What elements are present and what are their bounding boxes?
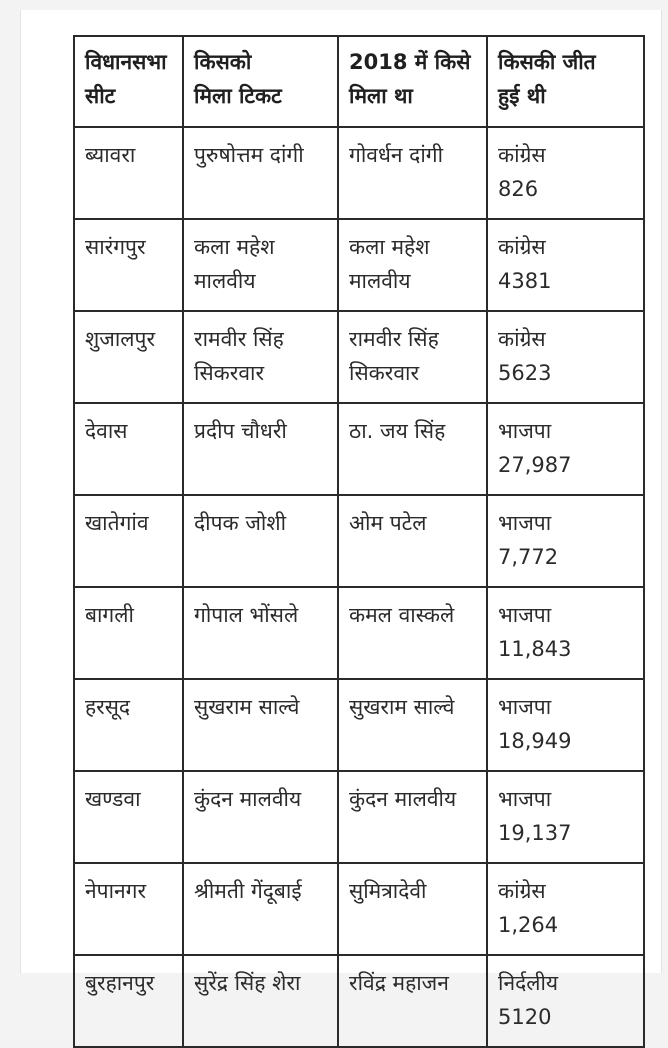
previous-candidate: सुखराम साल्वे — [349, 695, 455, 719]
result-cell — [487, 771, 644, 863]
seat-cell — [74, 863, 183, 955]
previous-candidate-cell — [338, 311, 487, 403]
table-row — [74, 403, 644, 495]
header-row — [74, 36, 644, 127]
seat-name: हरसूद — [85, 695, 131, 719]
ticket-cell — [183, 219, 338, 311]
win-margin: 19,137 — [498, 821, 572, 845]
ticket-cell — [183, 403, 338, 495]
ticket-cell — [183, 955, 338, 1047]
seat-name: देवास — [85, 419, 128, 443]
ticket-cell — [183, 311, 338, 403]
result-cell — [487, 495, 644, 587]
result-cell — [487, 403, 644, 495]
seat-cell — [74, 311, 183, 403]
previous-candidate-cell — [338, 219, 487, 311]
ticket-candidate: मालवीय — [194, 269, 256, 293]
winning-party: कांग्रेस — [498, 327, 546, 351]
previous-candidate: रामवीर सिंह — [349, 327, 439, 351]
win-margin: 5623 — [498, 361, 552, 385]
win-margin: 1,264 — [498, 913, 559, 937]
seat-name: बुरहानपुर — [85, 971, 155, 995]
winning-party: भाजपा — [498, 787, 552, 811]
winning-party: निर्दलीय — [498, 971, 559, 995]
result-cell — [487, 311, 644, 403]
ticket-candidate: सुरेंद्र सिंह शेरा — [194, 971, 301, 995]
previous-candidate-cell — [338, 679, 487, 771]
seat-cell — [74, 587, 183, 679]
ticket-candidate: कुंदन मालवीय — [194, 787, 302, 811]
previous-candidate-cell — [338, 587, 487, 679]
article-card — [20, 10, 662, 1029]
previous-candidate: ठा. जय सिंह — [349, 419, 446, 443]
seat-cell — [74, 679, 183, 771]
seat-name: नेपानगर — [85, 879, 147, 903]
ticket-cell — [183, 127, 338, 219]
ticket-candidate: कला महेश — [194, 235, 275, 259]
header-previous-candidate: 2018 में किसे मिला था — [338, 36, 487, 127]
winning-party: कांग्रेस — [498, 235, 546, 259]
result-cell — [487, 679, 644, 771]
win-margin: 7,772 — [498, 545, 559, 569]
seat-name: खण्डवा — [85, 787, 141, 811]
winning-party: भाजपा — [498, 695, 552, 719]
win-margin: 5120 — [498, 1005, 552, 1029]
election-results-table — [73, 35, 645, 1048]
previous-candidate-cell — [338, 863, 487, 955]
result-cell — [487, 863, 644, 955]
previous-candidate-cell — [338, 771, 487, 863]
ticket-cell — [183, 495, 338, 587]
ticket-cell — [183, 863, 338, 955]
table-row — [74, 955, 644, 1047]
result-cell — [487, 219, 644, 311]
previous-candidate: कुंदन मालवीय — [349, 787, 457, 811]
win-margin: 27,987 — [498, 453, 572, 477]
win-margin: 4381 — [498, 269, 552, 293]
table-row — [74, 771, 644, 863]
header-seat: विधानसभा सीट — [74, 36, 183, 127]
seat-name: सारंगपुर — [85, 235, 146, 259]
seat-name: बागली — [85, 603, 134, 627]
ticket-cell — [183, 587, 338, 679]
previous-candidate: कमल वास्कले — [349, 603, 455, 627]
previous-candidate-cell — [338, 955, 487, 1047]
previous-candidate-cell — [338, 403, 487, 495]
ticket-candidate: सिकरवार — [194, 361, 265, 385]
result-cell — [487, 127, 644, 219]
ticket-candidate: रामवीर सिंह — [194, 327, 284, 351]
ticket-candidate: सुखराम साल्वे — [194, 695, 300, 719]
previous-candidate: गोवर्धन दांगी — [349, 143, 444, 167]
result-cell — [487, 955, 644, 1047]
ticket-candidate: प्रदीप चौधरी — [194, 419, 287, 443]
previous-candidate-cell — [338, 127, 487, 219]
table-row — [74, 863, 644, 955]
ticket-candidate: पुरुषोत्तम दांगी — [194, 143, 304, 167]
table-row — [74, 219, 644, 311]
previous-candidate: सुमित्रादेवी — [349, 879, 427, 903]
seat-cell — [74, 127, 183, 219]
winning-party: कांग्रेस — [498, 879, 546, 903]
seat-cell — [74, 219, 183, 311]
previous-candidate: ओम पटेल — [349, 511, 427, 535]
win-margin: 826 — [498, 177, 539, 201]
table-row — [74, 127, 644, 219]
seat-cell — [74, 955, 183, 1047]
header-winner: किसकी जीत हुई थी — [487, 36, 644, 127]
winning-party: भाजपा — [498, 511, 552, 535]
seat-name: ब्यावरा — [85, 143, 136, 167]
ticket-candidate: श्रीमती गेंदूबाई — [194, 879, 302, 903]
table-row — [74, 495, 644, 587]
seat-name: शुजालपुर — [85, 327, 156, 351]
table-row — [74, 311, 644, 403]
result-cell — [487, 587, 644, 679]
ticket-candidate: दीपक जोशी — [194, 511, 287, 535]
win-margin: 11,843 — [498, 637, 572, 661]
table-row — [74, 679, 644, 771]
winning-party: भाजपा — [498, 419, 552, 443]
previous-candidate: मालवीय — [349, 269, 411, 293]
winning-party: कांग्रेस — [498, 143, 546, 167]
seat-name: खातेगांव — [85, 511, 149, 535]
header-ticket: किसको मिला टिकट — [183, 36, 338, 127]
previous-candidate: कला महेश — [349, 235, 430, 259]
ticket-candidate: गोपाल भोंसले — [194, 603, 299, 627]
seat-cell — [74, 771, 183, 863]
ticket-cell — [183, 679, 338, 771]
seat-cell — [74, 495, 183, 587]
ticket-cell — [183, 771, 338, 863]
winning-party: भाजपा — [498, 603, 552, 627]
previous-candidate-cell — [338, 495, 487, 587]
win-margin: 18,949 — [498, 729, 572, 753]
table-row — [74, 587, 644, 679]
previous-candidate: सिकरवार — [349, 361, 420, 385]
seat-cell — [74, 403, 183, 495]
previous-candidate: रविंद्र महाजन — [349, 971, 449, 995]
